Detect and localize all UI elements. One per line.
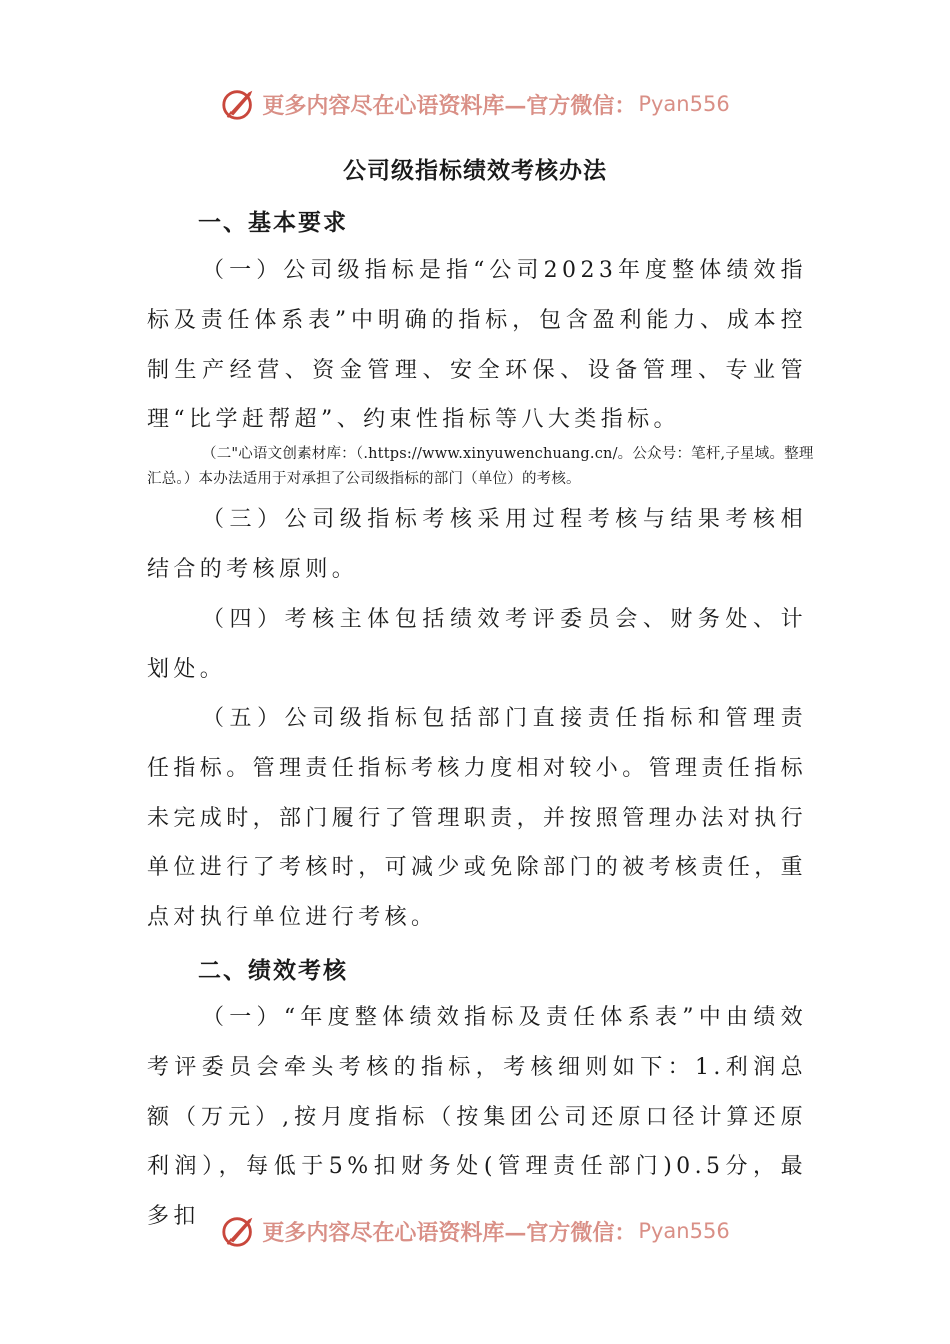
section-heading-performance-review: 二、绩效考核 [198,958,348,984]
banner-text: 更多内容尽在心语资料库—官方微信： [262,1219,637,1246]
banner-wechat-id: Pyan556 [638,1219,730,1243]
paragraph-4: （四）考核主体包括绩效考评委员会、财务处、计划处。 [147,607,807,682]
document-title: 公司级指标绩效考核办法 [343,158,607,184]
watermark-banner-top [0,82,950,126]
quill-logo-icon [220,1212,258,1250]
quill-logo-icon [220,85,258,123]
banner-text: 更多内容尽在心语资料库—官方微信： [262,92,637,119]
paragraph-2: （二"心语文创素材库：（.https://www.xinyuwenchuang.cn/。公众号：笔杆,子星域。整理汇总。）本办法适用于对承担了公司级指标的部门（单位）的考核。 [147,446,814,487]
paragraph-3: （三）公司级指标考核采用过程考核与结果考核相结合的考核原则。 [147,507,807,582]
banner-wechat-id: Pyan556 [638,92,730,116]
paragraph-6: （一）“年度整体绩效指标及责任体系表”中由绩效考评委员会牵头考核的指标，考核细则如下：1.利润总额（万元）,按月度指标（按集团公司还原口径计算还原利润），每低于5%扣财务处(管理责任部门)0.5分，最多扣 [147,1005,807,1230]
watermark-banner-bottom [0,1209,950,1253]
section-heading-basic-requirements: 一、基本要求 [198,210,348,236]
paragraph-5: （五）公司级指标包括部门直接责任指标和管理责任指标。管理责任指标考核力度相对较小。管理责任指标未完成时，部门履行了管理职责，并按照管理办法对执行单位进行了考核时，可减少或免除部门的被考核责任，重点对执行单位进行考核。 [147,706,808,931]
paragraph-1: （一）公司级指标是指“公司2023年度整体绩效指标及责任体系表”中明确的指标，包含盈利能力、成本控制生产经营、资金管理、安全环保、设备管理、专业管理“比学赶帮超”、约束性指标等八大类指标。 [147,258,807,433]
